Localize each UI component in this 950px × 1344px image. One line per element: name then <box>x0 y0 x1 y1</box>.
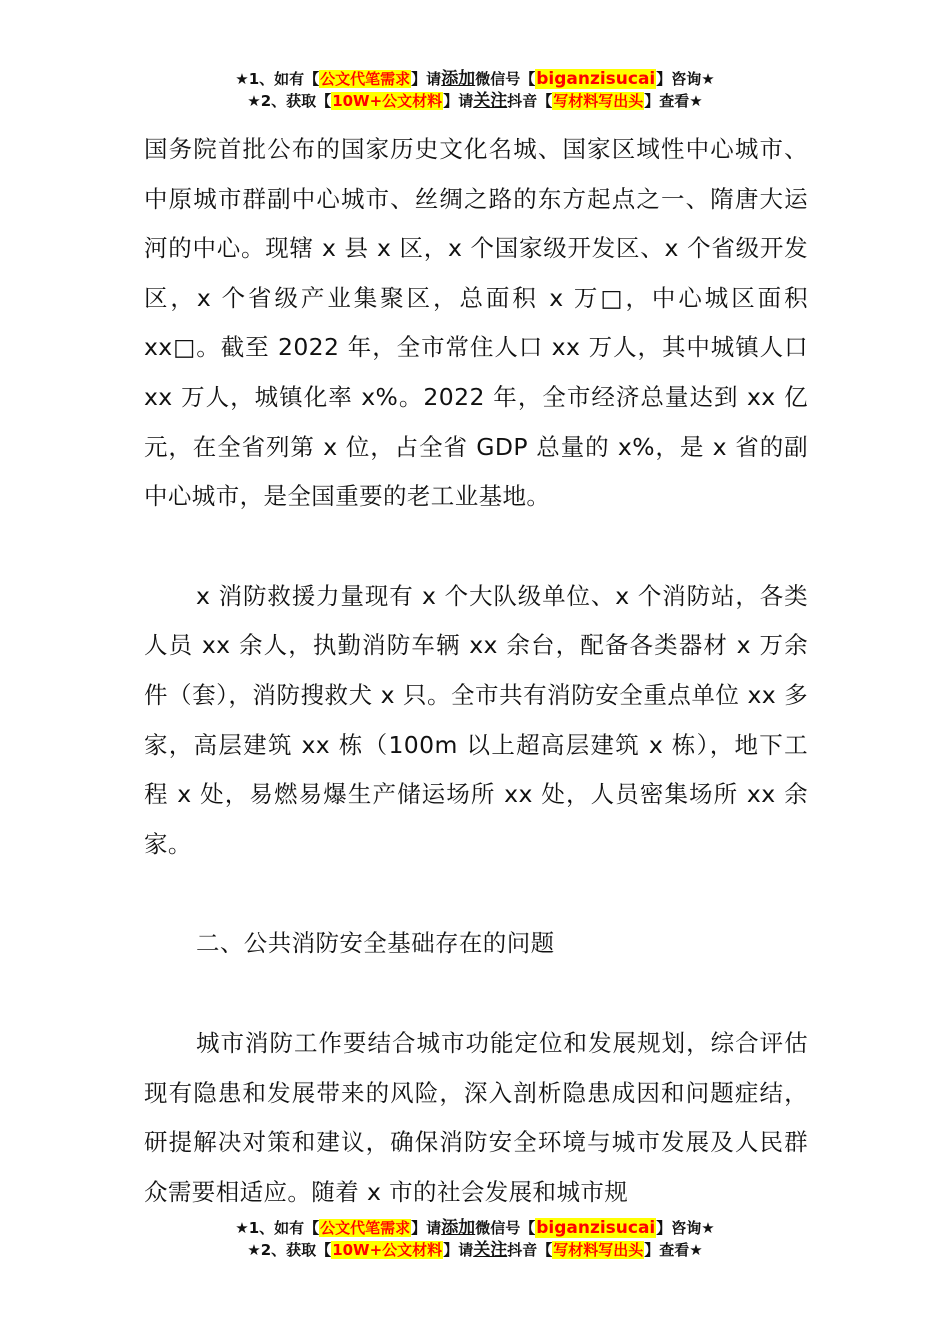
banner-line-1 <box>0 1217 950 1239</box>
banner-text: 抖音【 <box>507 92 553 110</box>
banner-text: 】请 <box>443 92 474 110</box>
paragraph-spacer <box>144 522 808 572</box>
paragraph-spacer <box>144 869 808 919</box>
banner-underlined-text: 关注 <box>473 91 508 111</box>
banner-text: 】请 <box>411 1219 442 1237</box>
banner-text: ★2、获取【 <box>247 1241 332 1259</box>
highlight-douyin-account: 写材料写出头 <box>553 1241 644 1259</box>
banner-text: 】咨询★ <box>656 70 715 88</box>
paragraph-problems-intro: 城市消防工作要结合城市功能定位和发展规划，综合评估现有隐患和发展带来的风险，深入剖析隐患成因和问题症结，研提解决对策和建议，确保消防安全环境与城市发展及人民群众需要相适应。随着 x 市的社会发展和城市规 <box>144 1028 808 1206</box>
banner-text: ★1、如有【 <box>235 1219 320 1237</box>
banner-text: 】查看★ <box>644 1241 703 1259</box>
paragraph-spacer <box>144 969 808 1019</box>
banner-line-2 <box>0 1239 950 1261</box>
banner-underlined-text: 添加 <box>441 69 476 89</box>
highlight-service: 公文代笔需求 <box>320 70 411 88</box>
banner-text: 】查看★ <box>644 92 703 110</box>
banner-text: 】请 <box>443 1241 474 1259</box>
highlight-service: 公文代笔需求 <box>320 1219 411 1237</box>
footer-banner <box>0 1217 950 1261</box>
banner-text: ★2、获取【 <box>247 92 332 110</box>
highlight-douyin-account: 写材料写出头 <box>553 92 644 110</box>
banner-line-2 <box>0 90 950 112</box>
banner-underlined-text: 添加 <box>441 1218 476 1238</box>
banner-text: 】请 <box>411 70 442 88</box>
highlight-materials: 10W+公文材料 <box>332 1241 443 1259</box>
section-heading: 二、公共消防安全基础存在的问题 <box>196 929 555 958</box>
banner-line-1 <box>0 68 950 90</box>
banner-text: 抖音【 <box>507 1241 553 1259</box>
banner-text: 微信号【 <box>475 1219 536 1237</box>
paragraph-city-overview: 国务院首批公布的国家历史文化名城、国家区域性中心城市、中原城市群副中心城市、丝绸之路的东方起点之一、隋唐大运河的中心。现辖 x 县 x 区，x 个国家级开发区、x 个省级开发区，x 个省级产业集聚区，总面积 x 万□，中心城区面积 xx□。截至 2022 年，全市常住人口 xx 万人，其中城镇人口 xx 万人，城镇化率 x%。2022 年，全市经济总量达到 xx 亿元，在全省列第 x 位，占全省 GDP 总量的 x%，是 x 省的副中心城市，是全国重要的老工业基地。 <box>144 135 808 511</box>
banner-underlined-text: 关注 <box>473 1240 508 1260</box>
banner-text: ★1、如有【 <box>235 70 320 88</box>
header-banner <box>0 68 950 112</box>
paragraph-fire-rescue-forces: x 消防救援力量现有 x 个大队级单位、x 个消防站，各类人员 xx 余人，执勤消防车辆 xx 余台，配备各类器材 x 万余件（套），消防搜救犬 x 只。全市共有消防安全重点单位 xx 多家，高层建筑 xx 栋（100m 以上超高层建筑 x 栋），地下工程 x 处，易燃易爆生产储运场所 xx 处，人员密集场所 xx 余家。 <box>144 581 808 858</box>
document-body <box>144 125 808 1217</box>
banner-text: 微信号【 <box>475 70 536 88</box>
banner-text: 】咨询★ <box>656 1219 715 1237</box>
highlight-wechat-id: biganzisucai <box>536 1218 656 1238</box>
highlight-wechat-id: biganzisucai <box>536 69 656 89</box>
highlight-materials: 10W+公文材料 <box>332 92 443 110</box>
